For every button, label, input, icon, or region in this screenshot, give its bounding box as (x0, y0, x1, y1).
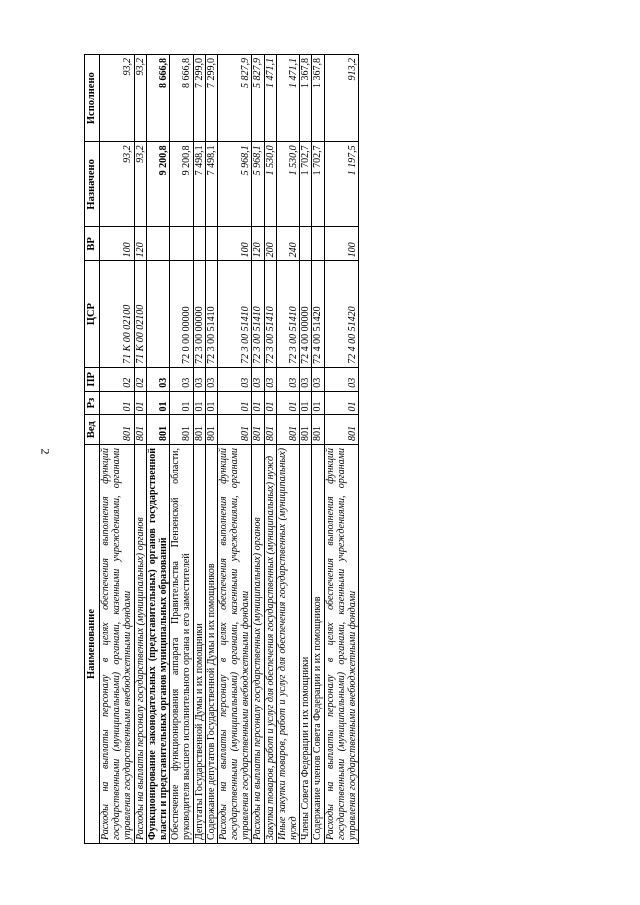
cell-pr: 03 (264, 367, 276, 391)
header-pr: ПР (85, 367, 100, 391)
cell-csr: 72 4 00 51420 (324, 261, 359, 368)
cell-rz: 01 (312, 391, 324, 415)
cell-csr: 72 4 00 51420 (312, 261, 324, 368)
cell-ispolneno: 7 299,0 (205, 55, 217, 142)
table-row (146, 55, 169, 844)
cell-csr: 72 3 00 51410 (252, 261, 264, 368)
cell-csr: 72 0 00 00000 (170, 261, 193, 368)
header-csr: ЦСР (85, 261, 100, 368)
cell-csr: 72 4 00 00000 (300, 261, 312, 368)
cell-name: Расходы на выплаты персоналу в целях обеспечения выполнения функций государственными (муниципальными) органами, казенными учреждениями, органами управления государственными внебюджетными фондами (217, 444, 252, 843)
cell-ispolneno: 913,2 (324, 55, 359, 142)
header-vr: ВР (85, 227, 100, 261)
cell-ved: 801 (300, 415, 312, 444)
cell-vr: 120 (134, 227, 146, 261)
cell-pr: 03 (217, 367, 252, 391)
cell-ispolneno: 1 367,8 (300, 55, 312, 142)
cell-naznacheno: 1 530,0 (276, 142, 299, 227)
cell-csr: 72 3 00 00000 (193, 261, 205, 368)
cell-ispolneno: 1 471,1 (264, 55, 276, 142)
cell-pr: 03 (193, 367, 205, 391)
cell-name: Функционирование законодательных (представительных) органов государственной власти и представительных органов муниципальных образований (146, 444, 169, 843)
cell-name: Члены Совета Федерации и их помощники (300, 444, 312, 843)
cell-rz: 01 (134, 391, 146, 415)
cell-name: Обеспечение функционирования аппарата Правительства Пензенской области, руководителя высшего исполнительного органа и его заместителей (170, 444, 193, 843)
table-row (324, 55, 359, 844)
table-row (217, 55, 252, 844)
cell-rz: 01 (217, 391, 252, 415)
table-row (252, 55, 264, 844)
cell-name: Содержание депутатов Государственной Думы и их помощников (205, 444, 217, 843)
cell-ispolneno: 8 666,8 (170, 55, 193, 142)
cell-rz: 01 (252, 391, 264, 415)
cell-ispolneno: 1 367,8 (312, 55, 324, 142)
cell-naznacheno: 1 530,0 (264, 142, 276, 227)
cell-naznacheno: 5 968,1 (217, 142, 252, 227)
cell-name: Расходы на выплаты персоналу государственных (муниципальных) органов (134, 444, 146, 843)
cell-pr: 02 (134, 367, 146, 391)
cell-ved: 801 (264, 415, 276, 444)
cell-naznacheno: 9 200,8 (170, 142, 193, 227)
cell-ved: 801 (324, 415, 359, 444)
table-row (276, 55, 299, 844)
cell-rz: 01 (170, 391, 193, 415)
cell-ispolneno: 93,2 (100, 55, 135, 142)
table-row (100, 55, 135, 844)
cell-pr: 03 (252, 367, 264, 391)
cell-csr: 72 3 00 51410 (217, 261, 252, 368)
table-row (134, 55, 146, 844)
cell-naznacheno: 93,2 (100, 142, 135, 227)
cell-naznacheno: 7 498,1 (193, 142, 205, 227)
cell-rz: 01 (324, 391, 359, 415)
cell-vr (170, 227, 193, 261)
cell-ispolneno: 8 666,8 (146, 55, 169, 142)
cell-naznacheno: 9 200,8 (146, 142, 169, 227)
header-name: Наименование (85, 444, 100, 843)
cell-csr: 72 3 00 51410 (205, 261, 217, 368)
page-number: 2 (38, 448, 53, 455)
table-row (264, 55, 276, 844)
budget-table (84, 54, 359, 844)
cell-naznacheno: 93,2 (134, 142, 146, 227)
cell-vr (146, 227, 169, 261)
cell-naznacheno: 1 702,7 (300, 142, 312, 227)
cell-vr (300, 227, 312, 261)
cell-ved: 801 (217, 415, 252, 444)
cell-pr: 03 (312, 367, 324, 391)
cell-vr: 240 (276, 227, 299, 261)
rotated-table-container (84, 54, 554, 844)
cell-ispolneno: 5 827,9 (217, 55, 252, 142)
cell-name: Закупка товаров, работ и услуг для обеспечения государственных (муниципальных) нужд (264, 444, 276, 843)
cell-csr (146, 261, 169, 368)
cell-csr: 72 3 00 51410 (276, 261, 299, 368)
cell-rz: 01 (300, 391, 312, 415)
cell-naznacheno: 5 968,1 (252, 142, 264, 227)
cell-rz: 01 (146, 391, 169, 415)
cell-name: Депутаты Государственной Думы и их помощники (193, 444, 205, 843)
cell-csr: 71 К 00 02100 (100, 261, 135, 368)
cell-rz: 01 (276, 391, 299, 415)
cell-ved: 801 (193, 415, 205, 444)
cell-ispolneno: 1 471,1 (276, 55, 299, 142)
cell-ved: 801 (134, 415, 146, 444)
cell-pr: 03 (205, 367, 217, 391)
cell-naznacheno: 1 197,5 (324, 142, 359, 227)
cell-pr: 03 (146, 367, 169, 391)
cell-vr: 100 (217, 227, 252, 261)
cell-ved: 801 (276, 415, 299, 444)
table-row (312, 55, 324, 844)
cell-rz: 01 (193, 391, 205, 415)
cell-ved: 801 (170, 415, 193, 444)
cell-ved: 801 (100, 415, 135, 444)
cell-vr (312, 227, 324, 261)
cell-rz: 01 (264, 391, 276, 415)
table-row (300, 55, 312, 844)
cell-vr: 100 (324, 227, 359, 261)
cell-rz: 01 (205, 391, 217, 415)
cell-vr: 120 (252, 227, 264, 261)
cell-pr: 03 (300, 367, 312, 391)
cell-ved: 801 (146, 415, 169, 444)
cell-naznacheno: 7 498,1 (205, 142, 217, 227)
cell-name: Содержание членов Совета Федерации и их помощников (312, 444, 324, 843)
header-rz: Рз (85, 391, 100, 415)
header-naznacheno: Назначено (85, 142, 100, 227)
cell-pr: 03 (324, 367, 359, 391)
cell-pr: 02 (100, 367, 135, 391)
cell-vr (205, 227, 217, 261)
cell-naznacheno: 1 702,7 (312, 142, 324, 227)
table-body (100, 55, 359, 844)
header-ved: Вед (85, 415, 100, 444)
table-header-row (85, 55, 100, 844)
cell-csr: 72 3 00 51410 (264, 261, 276, 368)
cell-ved: 801 (252, 415, 264, 444)
cell-rz: 01 (100, 391, 135, 415)
cell-name: Иные закупки товаров, работ и услуг для обеспечения государственных (муниципальных) нужд (276, 444, 299, 843)
cell-ved: 801 (205, 415, 217, 444)
table-row (193, 55, 205, 844)
cell-pr: 03 (170, 367, 193, 391)
cell-ispolneno: 93,2 (134, 55, 146, 142)
cell-name: Расходы на выплаты персоналу в целях обеспечения выполнения функций государственными (муниципальными) органами, казенными учреждениями, органами управления государственными внебюджетными фондами (324, 444, 359, 843)
cell-name: Расходы на выплаты персоналу в целях обеспечения выполнения функций государственными (муниципальными) органами, казенными учреждениями, органами управления государственными внебюджетными фондами (100, 444, 135, 843)
cell-vr: 200 (264, 227, 276, 261)
cell-ispolneno: 7 299,0 (193, 55, 205, 142)
cell-ispolneno: 5 827,9 (252, 55, 264, 142)
cell-vr: 100 (100, 227, 135, 261)
cell-pr: 03 (276, 367, 299, 391)
cell-vr (193, 227, 205, 261)
table-row (205, 55, 217, 844)
cell-ved: 801 (312, 415, 324, 444)
table-row (170, 55, 193, 844)
cell-name: Расходы на выплаты персоналу государственных (муниципальных) органов (252, 444, 264, 843)
cell-csr: 71 К 00 02100 (134, 261, 146, 368)
header-ispolneno: Исполнено (85, 55, 100, 142)
